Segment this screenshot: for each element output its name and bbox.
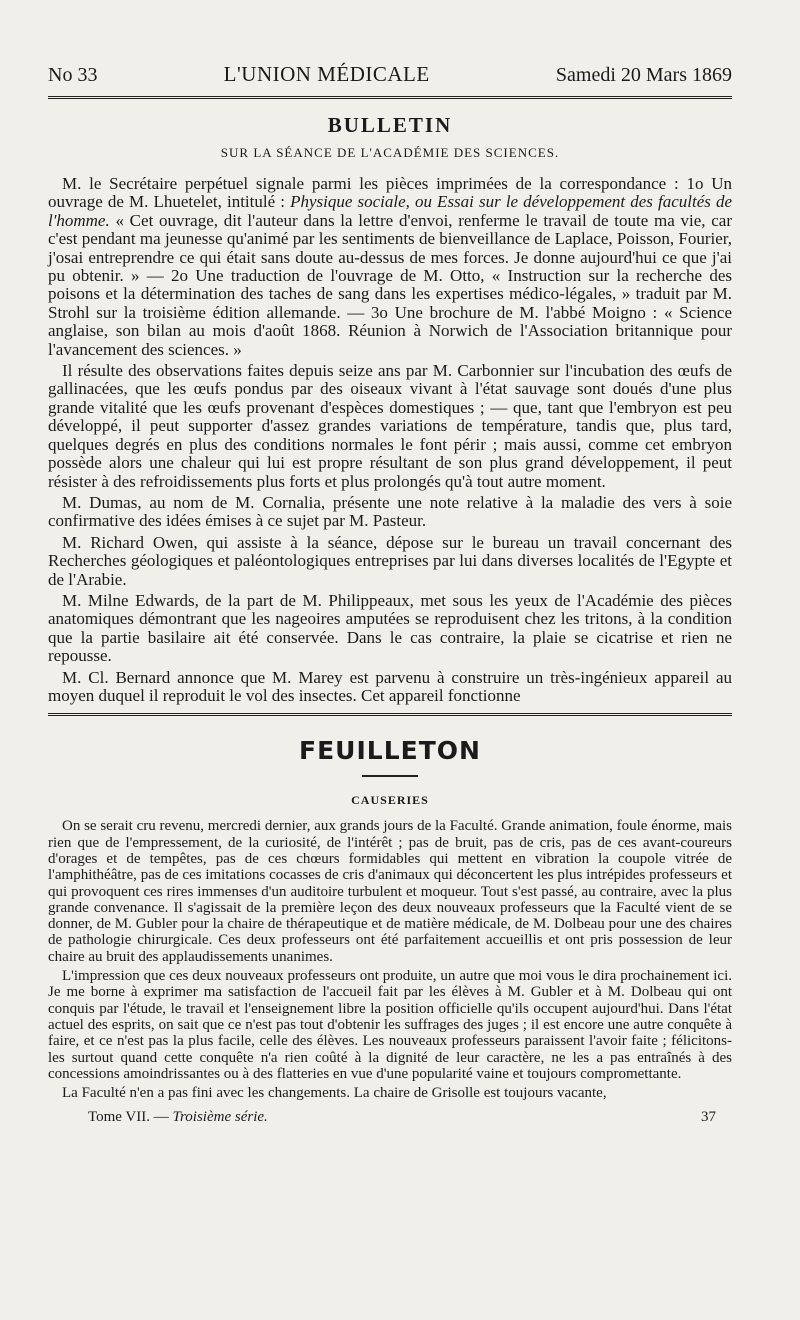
journal-title: L'UNION MÉDICALE (223, 62, 430, 86)
feuilleton-paragraph: L'impression que ces deux nouveaux professeurs ont produite, un autre que moi vous le dira prochainement ici. Je me borne à exprimer ma satisfaction de l'accueil fait par les élèves à M. Gubler et à M. Dolbeau qui ont conquis par l'étude, le travail et l'enseignement libre la position officielle qu'ils occupent aujourd'hui. Dans l'état actuel des esprits, on sait que ce n'est pas tout d'obtenir les suffrages des juges ; il est encore une autre conquête à faire, et ce n'est pas la plus facile, celle des élèves. Les nouveaux professeurs paraissent l'avoir faite ; félicitons-les surtout quand cette conquête n'a rien coûté à la dignité de leur caractère, ne les a pas entraînés à des concessions amoindrissantes ou à des flatteries en vue d'une popularité vaine et toujours compromettante. (48, 968, 732, 1082)
title-rule (362, 775, 418, 777)
feuilleton-title: FEUILLETON (299, 736, 481, 766)
paragraph-text: « Cet ouvrage, dit l'auteur dans la lettre d'envoi, renferme le travail de toute ma vie, car c'est pendant ma jeunesse qu'animé par les sentiments de bienveillance de Laplace, Poisson, Fourier, j'osai entreprendre ce qui était sans doute au-dessus de mes forces. Je donne aujourd'hui ce que j'ai pu obtenir. » — 2o Une traduction de l'ouvrage de M. Otto, « Instruction sur la recherche des poisons et la détermination des taches de sang dans les expertises médico-légales, » traduit par M. Strohl sur la troisième édition allemande. — 3o Une brochure de M. l'abbé Moigno : « Science anglaise, son bilan au mois d'août 1868. Réunion à Norwich de l'Association britannique pour l'avancement des sciences. » (48, 210, 732, 359)
bulletin-paragraph (48, 175, 732, 359)
bulletin-paragraph: Il résulte des observations faites depuis seize ans par M. Carbonnier sur l'incubation des œufs de gallinacées, que les œufs pondus par des oiseaux vivant à l'état sauvage sont doués d'une plus grande vitalité que les œufs provenant d'espèces domestiques ; — que, tant que l'embryon est peu développé, il peut supporter d'assez grandes variations de température, tandis que, plus tard, quelques degrés en plus des conditions normales le font périr ; mais aussi, comme cet embryon possède alors une chaleur qui lui est propre résultant de son plus grand développement, il peut résister à des refroidissements plus forts et plus prolongés qu'à tout autre moment. (48, 361, 732, 491)
feuilleton-paragraph: La Faculté n'en a pas fini avec les changements. La chaire de Grisolle est toujours vacante, (62, 1085, 607, 1102)
page-footer (48, 1109, 732, 1126)
volume-info (88, 1109, 268, 1126)
issue-number: No 33 (48, 64, 98, 86)
bulletin-title: BULLETIN (327, 113, 453, 137)
book-title: Physique sociale, ou Essai sur le développement des facultés de l'homme. (48, 192, 732, 230)
running-header (48, 62, 732, 92)
page (48, 62, 732, 1126)
paragraph-text: M. le Secrétaire perpétuel signale parmi les pièces imprimées de la correspondance : 1o Un ouvrage de M. Lhuetelet, intitulé : (48, 174, 732, 212)
bulletin-paragraph: M. Dumas, au nom de M. Cornalia, présente une note relative à la maladie des vers à soie confirmative des idées émises à ce sujet par M. Pasteur. (48, 492, 732, 531)
bulletin-paragraph: M. Richard Owen, qui assiste à la séance, dépose sur le bureau un travail concernant des Recherches géologiques et paléontologiques entreprises par lui dans diverses localités de l'Egypte et de l'Arabie. (48, 532, 732, 589)
section-heading: CAUSERIES (351, 793, 429, 808)
bulletin-paragraph: M. Cl. Bernard annonce que M. Marey est parvenu à construire un très-ingénieux appareil au moyen duquel il reproduit le vol des insectes. Cet appareil fonctionne (48, 667, 732, 705)
header-rule (48, 96, 732, 99)
series-label: Troisième série. (172, 1109, 268, 1126)
issue-date: Samedi 20 Mars 1869 (555, 64, 732, 86)
tome-label: Tome VII. — (88, 1109, 169, 1126)
feuilleton-paragraph: On se serait cru revenu, mercredi dernier, aux grands jours de la Faculté. Grande animation, foule énorme, mais rien que de l'empressement, de la curiosité, de l'intérêt ; pas de bruit, pas de cris, pas de ces avant-coureurs d'orages et de tempêtes, pas de ces chœurs formidables qui mettent en vibration la coupole vitrée de l'amphithéâtre, pas de ces imitations cocasses de cris d'animaux qui déconcertent les plus intrépides professeurs et qui provoquent ces rires immenses d'un auditoire turbulent et moqueur. Tout s'est passé, au contraire, avec la plus grande convenance. Il s'agissait de la première leçon des deux nouveaux professeurs que la Faculté vient de se donner, de M. Gubler pour la chaire de thérapeutique et de matière médicale, de M. Dolbeau pour une des chaires de pathologie chirurgicale. Ces deux professeurs ont été parfaitement accueillis et ont pris possession de leur chaire au bruit des applaudissements unanimes. (48, 818, 732, 965)
page-number: 37 (701, 1109, 716, 1126)
bulletin-body (48, 175, 732, 705)
bulletin-subtitle: SUR LA SÉANCE DE L'ACADÉMIE DES SCIENCES. (220, 145, 560, 160)
feuilleton-body (48, 818, 732, 1101)
feuilleton-separator (48, 713, 732, 716)
bulletin-paragraph: M. Milne Edwards, de la part de M. Philippeaux, met sous les yeux de l'Académie des pièces anatomiques démontrant que les nageoires amputées se reproduisent chez les tritons, à la condition que la partie basilaire ait été conservée. Dans le cas contraire, la plaie se cicatrise et rien ne repousse. (48, 590, 732, 666)
